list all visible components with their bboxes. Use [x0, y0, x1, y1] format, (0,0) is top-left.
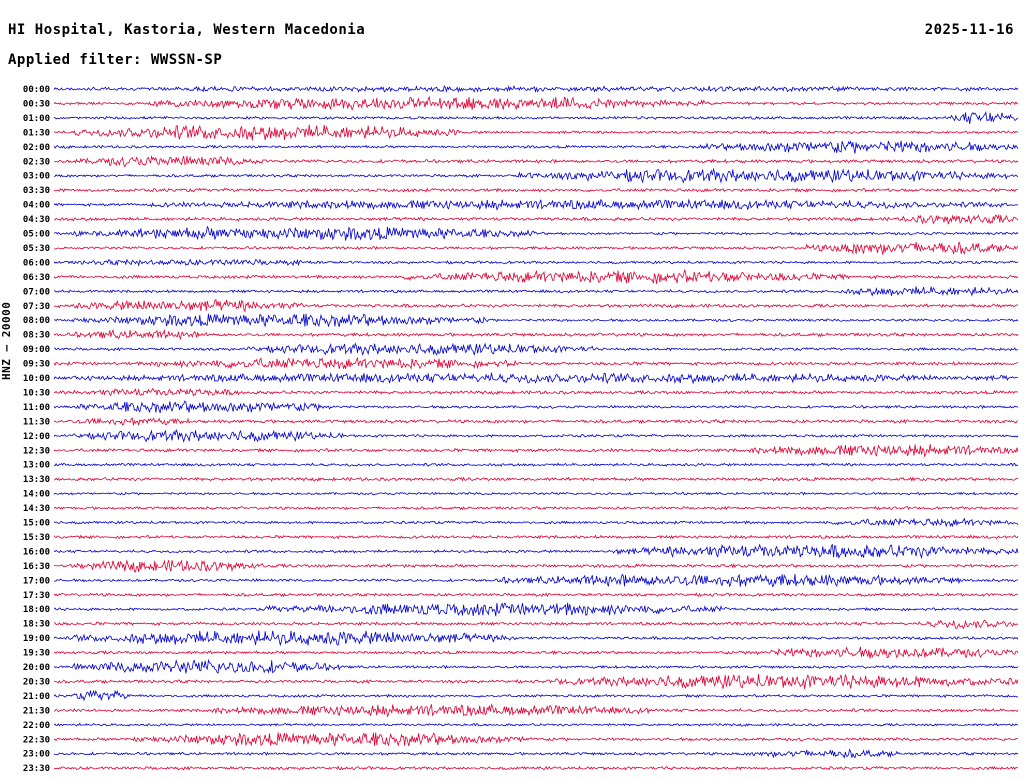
chart-header	[0, 0, 1024, 80]
seismogram-trace	[54, 691, 1018, 701]
trace-time-label: 19:30	[22, 648, 50, 659]
trace-time-label: 18:30	[22, 619, 50, 630]
seismogram-trace	[54, 418, 1018, 425]
trace-time-label: 13:00	[22, 460, 50, 471]
trace-time-label: 05:30	[22, 243, 50, 254]
seismogram-trace	[54, 603, 1018, 616]
seismogram-trace	[54, 358, 1018, 369]
seismogram-trace	[54, 519, 1018, 526]
trace-time-label: 06:30	[22, 272, 50, 283]
seismogram-trace	[54, 444, 1018, 456]
seismogram-trace	[54, 242, 1018, 255]
trace-time-label: 20:00	[22, 663, 50, 673]
seismogram-trace	[54, 767, 1018, 770]
trace-time-label: 13:30	[22, 475, 50, 486]
trace-time-label: 00:00	[22, 85, 50, 95]
trace-time-label: 06:00	[22, 258, 50, 269]
seismogram-trace	[54, 270, 1018, 284]
trace-time-label: 12:30	[22, 446, 50, 457]
seismogram-trace	[54, 227, 1018, 241]
trace-time-label: 11:30	[22, 417, 50, 428]
seismogram-trace	[54, 560, 1018, 572]
trace-time-label: 05:00	[22, 229, 50, 240]
trace-time-label: 18:00	[22, 605, 50, 616]
seismogram-trace	[54, 125, 1018, 141]
trace-time-label: 21:00	[22, 691, 50, 702]
trace-time-label: 04:00	[22, 200, 50, 211]
trace-time-label: 09:00	[22, 345, 50, 356]
seismogram-trace	[54, 620, 1018, 629]
trace-time-label: 23:00	[22, 749, 50, 760]
trace-time-label: 22:30	[22, 735, 50, 746]
seismogram-trace	[54, 593, 1018, 596]
seismogram-trace	[54, 260, 1018, 266]
seismogram-trace	[54, 286, 1018, 295]
trace-time-label: 10:00	[22, 374, 50, 384]
seismogram-trace	[54, 674, 1018, 689]
seismogram-trace	[54, 314, 1018, 327]
seismogram-trace	[54, 535, 1018, 538]
trace-time-label: 01:30	[22, 128, 50, 139]
trace-time-label: 17:00	[22, 576, 50, 587]
seismogram-trace	[54, 389, 1018, 396]
page-title: HI Hospital, Kastoria, Western Macedonia	[8, 22, 366, 38]
seismogram-trace	[54, 660, 1018, 673]
trace-time-label: 09:30	[22, 359, 50, 370]
trace-time-label: 02:00	[22, 142, 50, 153]
trace-time-label: 02:30	[22, 157, 50, 168]
seismogram-trace	[54, 724, 1018, 727]
seismogram-trace	[54, 750, 1018, 758]
trace-time-label: 07:30	[22, 301, 50, 312]
trace-time-label: 17:30	[22, 590, 50, 601]
seismogram-trace	[54, 631, 1018, 646]
seismogram-trace	[54, 330, 1018, 339]
seismogram-trace	[54, 430, 1018, 441]
trace-time-label: 15:30	[22, 532, 50, 543]
trace-time-label: 23:30	[22, 764, 50, 775]
seismogram-trace	[54, 373, 1018, 383]
trace-time-label: 19:00	[22, 634, 50, 645]
trace-time-label: 03:30	[22, 186, 50, 197]
date-label: 2025-11-16	[924, 22, 1014, 38]
trace-time-label: 08:30	[22, 330, 50, 341]
seismogram-trace	[54, 156, 1018, 167]
trace-time-label: 15:00	[22, 518, 50, 529]
y-axis-label: HNZ — 20000	[0, 301, 13, 380]
trace-time-label: 00:30	[22, 99, 50, 110]
trace-time-label: 20:30	[22, 677, 50, 688]
seismogram-trace	[54, 507, 1018, 510]
seismogram-trace	[54, 401, 1018, 413]
seismogram-trace	[54, 704, 1018, 716]
seismogram-trace	[54, 492, 1018, 495]
seismogram-trace	[54, 188, 1018, 191]
seismogram-trace	[54, 344, 1018, 355]
seismogram-trace	[54, 574, 1018, 587]
trace-time-label: 21:30	[22, 706, 50, 717]
filter-label: Applied filter: WWSSN-SP	[8, 52, 223, 68]
seismogram-trace	[54, 463, 1018, 466]
seismogram-trace	[54, 169, 1018, 182]
trace-time-label: 10:30	[22, 388, 50, 399]
seismogram-trace	[54, 86, 1018, 92]
seismogram-trace	[54, 300, 1018, 312]
trace-time-label: 14:00	[22, 489, 50, 500]
trace-time-label: 11:00	[22, 402, 50, 413]
trace-time-label: 12:00	[22, 431, 50, 442]
seismogram-trace	[54, 112, 1018, 124]
seismogram-trace	[54, 215, 1018, 224]
seismogram-trace	[54, 97, 1018, 110]
trace-time-label: 03:00	[22, 171, 50, 182]
trace-time-label: 07:00	[22, 287, 50, 298]
trace-time-label: 14:30	[22, 504, 50, 515]
seismogram-trace	[54, 647, 1018, 659]
seismogram-trace	[54, 732, 1018, 746]
seismogram-trace	[54, 545, 1018, 558]
helicorder-plot	[0, 80, 1024, 780]
trace-time-label: 16:30	[22, 561, 50, 572]
trace-time-label: 16:00	[22, 547, 50, 558]
trace-time-label: 04:30	[22, 215, 50, 226]
seismogram-trace	[54, 200, 1018, 210]
seismogram-trace	[54, 477, 1018, 480]
seismogram-trace	[54, 141, 1018, 154]
trace-time-label: 22:00	[22, 720, 50, 731]
trace-time-label: 01:00	[22, 113, 50, 124]
trace-time-label: 08:00	[22, 316, 50, 327]
